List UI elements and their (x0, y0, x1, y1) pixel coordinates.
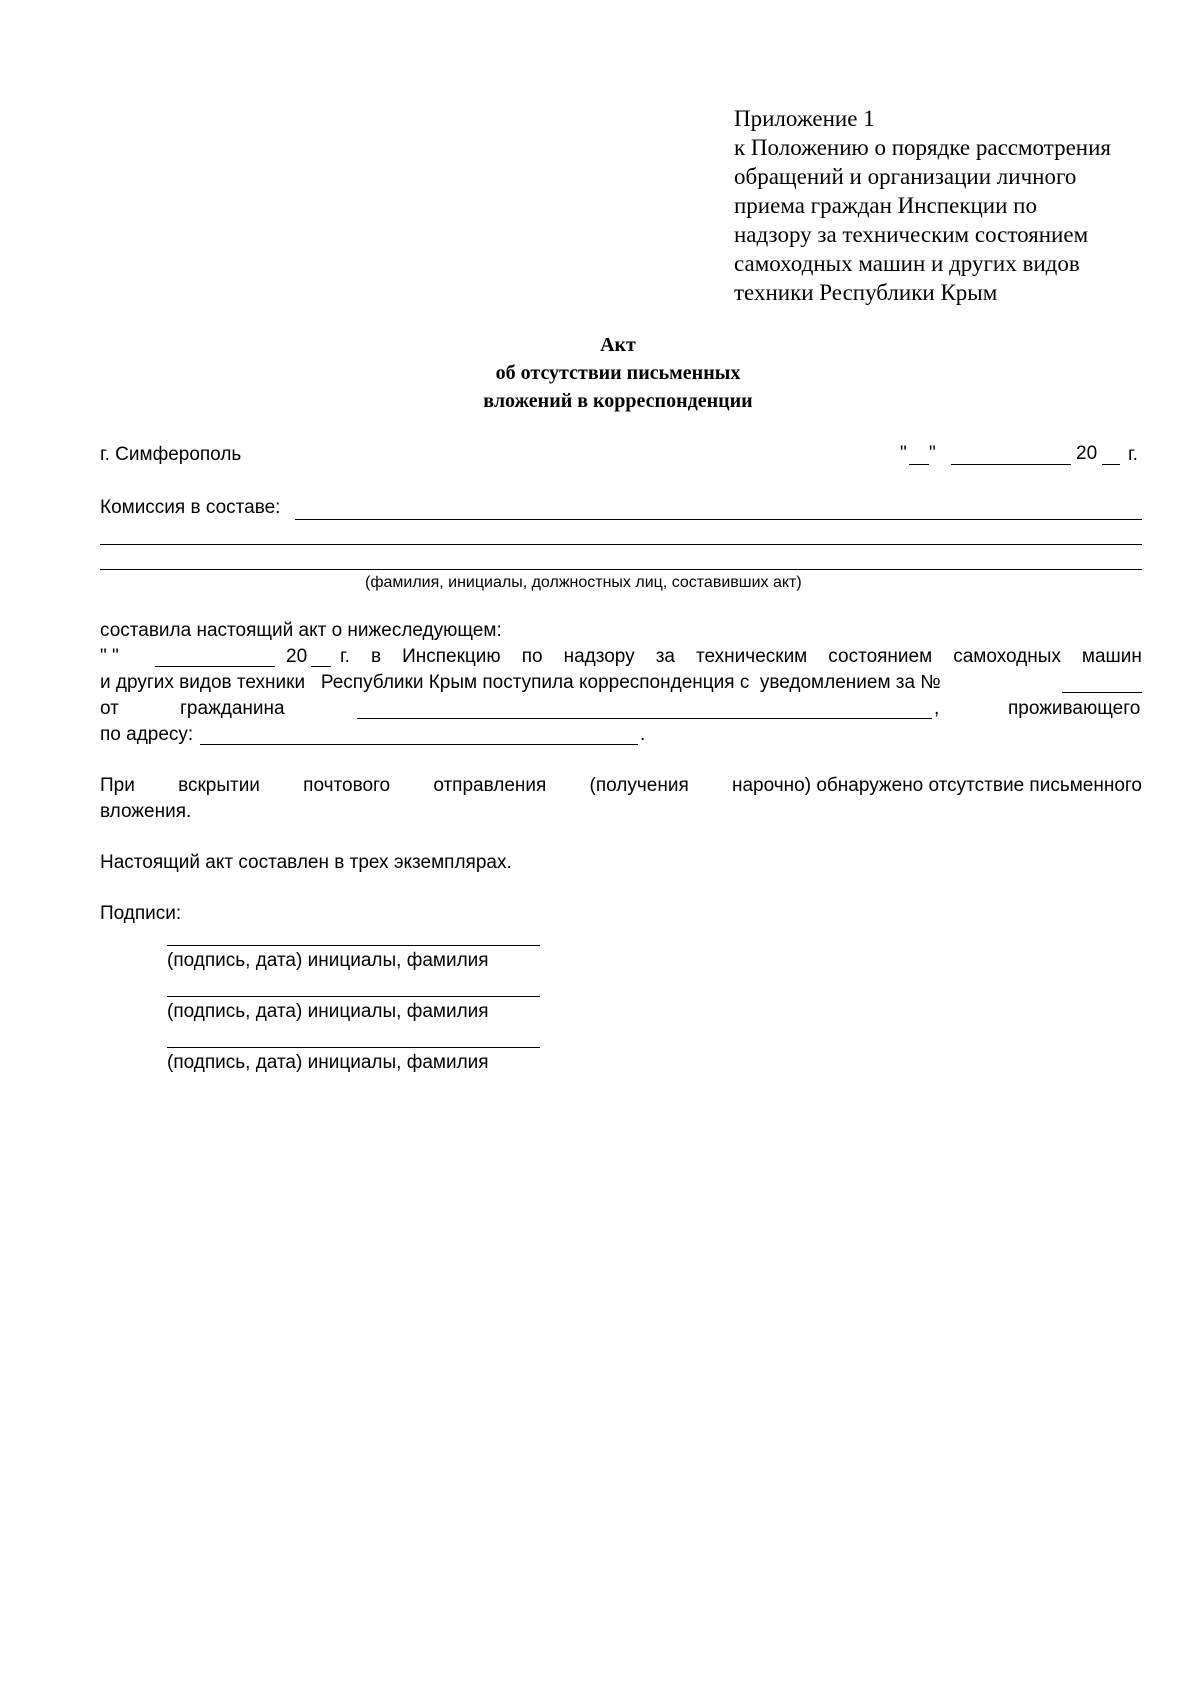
address-label: по адресу: (100, 724, 194, 745)
appendix-line: обращений и организации личного (734, 164, 1077, 189)
statement-year-field[interactable] (311, 666, 331, 667)
statement-word: г. (340, 646, 350, 667)
date-year-prefix: 20 (1076, 443, 1098, 464)
statement-year: 20 (286, 646, 308, 667)
statement-residing: проживающего (1008, 698, 1141, 719)
appendix-line: самоходных машин и других видов (734, 251, 1080, 276)
appendix-line: надзору за техническим состоянием (734, 222, 1089, 247)
commission-field-line3[interactable] (100, 569, 1142, 570)
city-label: г. Симферополь (100, 444, 242, 465)
date-quote-close: " (929, 443, 936, 464)
statement-word: Инспекцию (402, 646, 501, 667)
statement-line2 (340, 646, 1142, 668)
address-end: . (640, 724, 646, 745)
statement-word: машин (1081, 646, 1142, 667)
date-year-field[interactable] (1102, 464, 1120, 465)
statement-line3: и других видов техники Республики Крым поступила корреспонденция с уведомлением за № (100, 672, 941, 693)
statement-word: надзору (563, 646, 635, 667)
appendix-line: техники Республики Крым (734, 280, 998, 305)
signature-caption-3: (подпись, дата) инициалы, фамилия (167, 1052, 489, 1073)
statement-comma: , (934, 698, 940, 719)
commission-caption: (фамилия, инициалы, должностных лиц, составивших акт) (365, 574, 802, 591)
date-quote-open: " (900, 443, 907, 464)
appendix-line: Приложение 1 (734, 106, 875, 131)
date-month-field[interactable] (951, 464, 1071, 465)
signature-line-1[interactable] (167, 945, 540, 946)
opening-line1 (100, 775, 1142, 797)
signature-caption-1: (подпись, дата) инициалы, фамилия (167, 950, 489, 971)
citizen-name-field[interactable] (357, 718, 932, 719)
opening-word: почтового (303, 775, 391, 796)
signature-line-2[interactable] (167, 996, 540, 997)
appendix-line: к Положению о порядке рассмотрения (734, 135, 1111, 160)
statement-word: за (655, 646, 675, 667)
statement-word: состоянием (828, 646, 933, 667)
statement-citizen-label: гражданина (180, 698, 285, 719)
commission-field-line2[interactable] (100, 544, 1142, 545)
commission-label: Комиссия в составе: (100, 497, 281, 518)
document-subtitle-line2: вложений в корреспонденции (483, 390, 753, 412)
appendix-line: приема граждан Инспекции по (734, 193, 1037, 218)
date-day-field[interactable] (909, 464, 929, 465)
appendix-block (734, 104, 1111, 307)
statement-from: от (100, 698, 119, 719)
address-field[interactable] (200, 744, 638, 745)
document-subtitle-line1: об отсутствии письменных (495, 362, 741, 384)
signature-line-3[interactable] (167, 1047, 540, 1048)
statement-word: по (521, 646, 543, 667)
opening-word: нарочно) обнаружено отсутствие письменного (732, 775, 1142, 796)
opening-word: отправления (433, 775, 547, 796)
statement-word: самоходных (953, 646, 1061, 667)
date-year-suffix: г. (1128, 444, 1138, 465)
statement-date-quotes: " " (100, 646, 119, 667)
opening-word: При (100, 775, 135, 796)
notification-number-field[interactable] (1062, 692, 1142, 693)
opening-line2: вложения. (100, 801, 192, 822)
opening-word: вскрытии (178, 775, 260, 796)
commission-field-line1[interactable] (295, 519, 1142, 520)
opening-word: (получения (589, 775, 689, 796)
statement-word: техническим (696, 646, 808, 667)
statement-word: в (370, 646, 382, 667)
signature-caption-2: (подпись, дата) инициалы, фамилия (167, 1001, 489, 1022)
copies-statement: Настоящий акт составлен в трех экземплярах. (100, 852, 512, 873)
document-title: Акт (600, 334, 636, 356)
statement-month-field[interactable] (155, 666, 275, 667)
statement-intro: составила настоящий акт о нижеследующем: (100, 620, 502, 641)
signatures-label: Подписи: (100, 903, 182, 924)
